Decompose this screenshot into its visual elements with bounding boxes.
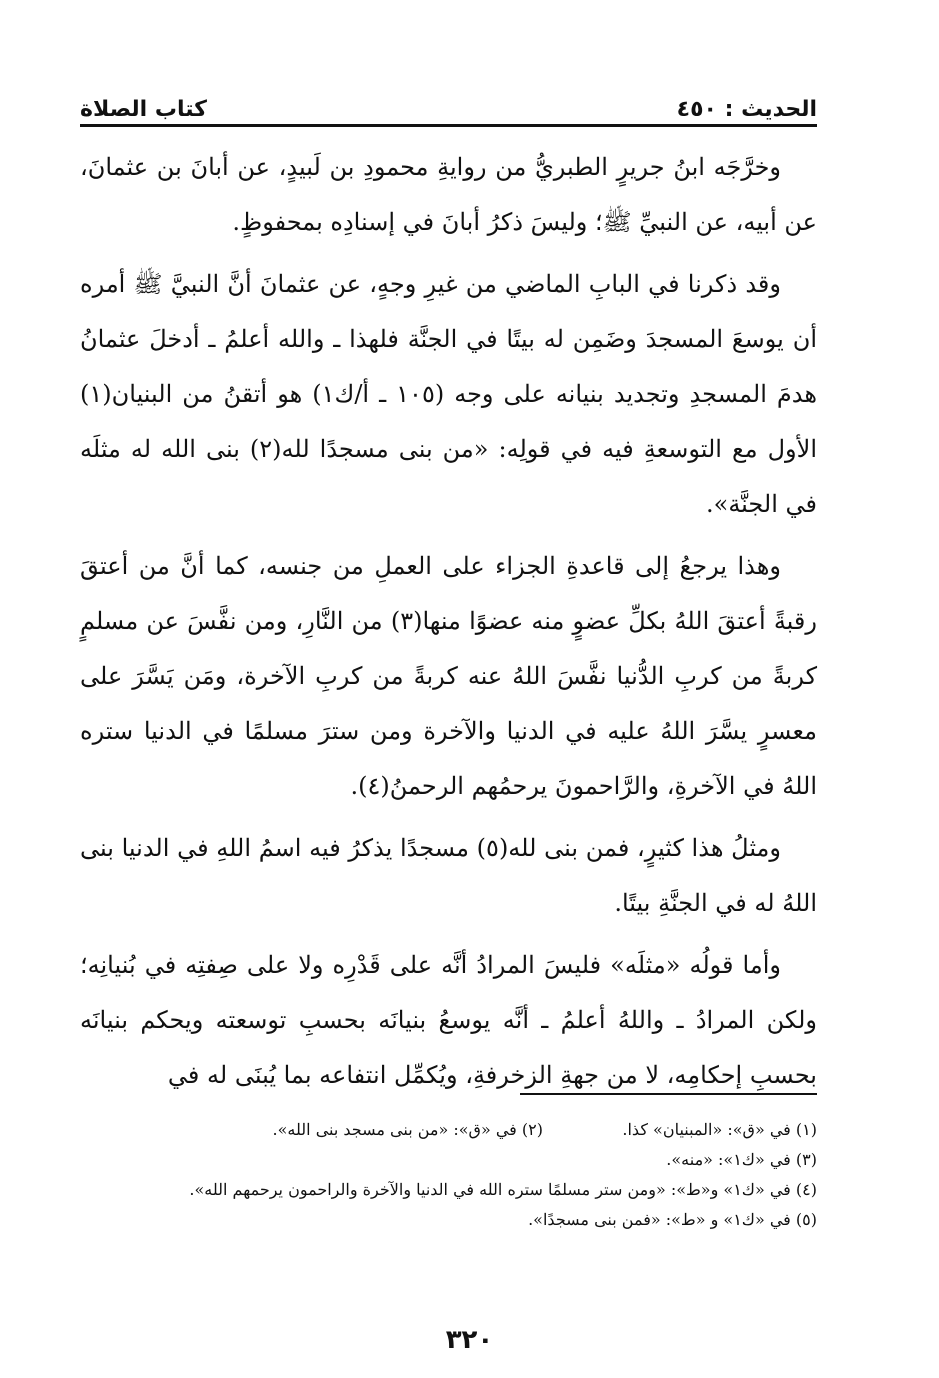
paragraph: وقد ذكرنا في البابِ الماضي من غيرِ وجهٍ، عن عثمانَ أنَّ النبيَّ ﷺ أمره أن يوسعَ المسجدَ وضَمِن له بيتًا في الجنَّة فلهذا ـ والله أعلمُ ـ أدخلَ عثمانُ هدمَ المسجدِ وتجديد بنيانه على وجه (١٠٥ ـ أ/ك١) هو أتقنُ من البنيان(١) الأول مع التوسعةِ فيه في قولِه: «من بنى مسجدًا لله(٢) بنى الله له مثلَه في الجنَّة». bbox=[80, 270, 817, 518]
footnote-divider bbox=[520, 1093, 817, 1095]
header-divider bbox=[80, 124, 817, 127]
header-hadith-number: الحديث : ٤٥٠ bbox=[676, 97, 817, 122]
paragraph: وخرَّجَه ابنُ جريرٍ الطبريُّ من روايةِ محمودِ بن لَبيدٍ، عن أبانَ بن عثمانَ، عن أبيه، عن النبيِّ ﷺ؛ وليسَ ذكرُ أبانَ في إسنادِه بمحفوظٍ. bbox=[80, 153, 817, 236]
page-number: ٣٢٠ bbox=[445, 1325, 494, 1355]
main-text bbox=[80, 140, 817, 1110]
footnote-row bbox=[80, 1205, 817, 1235]
footnote-2: (٢) في «ق»: «من بنى مسجد بنى الله». bbox=[272, 1120, 543, 1139]
footnote-row bbox=[80, 1175, 817, 1205]
footnote-4: (٤) في «ك١» و«ط»: «ومن ستر مسلمًا ستره الله في الدنيا والآخرة والراحمون يرحمهم الله». bbox=[189, 1180, 817, 1199]
footnote-row bbox=[80, 1145, 817, 1175]
running-header bbox=[80, 84, 817, 122]
header-book-title: كتاب الصلاة bbox=[80, 97, 207, 122]
footnote-3: (٣) في «ك١»: «منه». bbox=[666, 1150, 817, 1169]
footnote-1: (١) في «ق»: «المبنيان» كذا. bbox=[622, 1120, 817, 1139]
paragraph: ومثلُ هذا كثيرٍ، فمن بنى لله(٥) مسجدًا يذكرُ فيه اسمُ اللهِ في الدنيا بنى اللهُ له في الجنَّةِ بيتًا. bbox=[80, 834, 817, 917]
paragraph: وأما قولُه «مثلَه» فليسَ المرادُ أنَّه على قَدْرِه ولا على صِفتِه في بُنيانِه؛ ولكن المرادُ ـ واللهُ أعلمُ ـ أنَّه يوسعُ بنيانَه بحسبِ توسعته ويحكم بنيانَه بحسبِ إحكامِه، لا من جهةِ الزخرفةِ، ويُكمِّل انتفاعه بما يُبنَى له في bbox=[80, 951, 817, 1089]
footnote-row bbox=[80, 1115, 817, 1145]
footnote-5: (٥) في «ك١» و «ط»: «فمن بنى مسجدًا». bbox=[528, 1210, 817, 1229]
paragraph: وهذا يرجعُ إلى قاعدةِ الجزاء على العملِ من جنسه، كما أنَّ من أعتقَ رقبةً أعتقَ اللهُ بكلِّ عضوٍ منه عضوًا منها(٣) من النَّارِ، ومن نفَّسَ عن مسلمٍ كربةً من كربِ الدُّنيا نفَّسَ اللهُ عنه كربةً من كربِ الآخرة، ومَن يَسَّرَ على معسرٍ يسَّرَ اللهُ عليه في الدنيا والآخرة ومن سترَ مسلمًا في الدنيا ستره اللهُ في الآخرةِ، والرَّاحمونَ يرحمُهم الرحمنُ(٤). bbox=[80, 552, 817, 800]
footnotes bbox=[80, 1115, 817, 1235]
